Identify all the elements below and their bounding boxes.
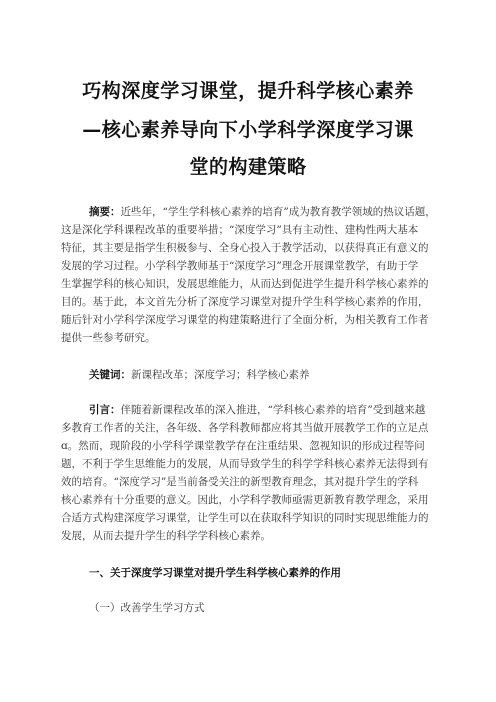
abstract-line-6: 目的。基于此，本文首先分析了深度学习课堂对提升学生科学核心素养的作用， [61, 296, 429, 308]
abstract-line-3: 特征，其主要是指学生积极参与、全身心投入于教学活动，以获得真正有意义的 [61, 242, 429, 254]
intro-line-2: 多教育工作者的关注，各年级、各学科教师都应将其当做开展教学工作的立足点 [61, 422, 429, 434]
section-1-subheading: （一）改善学生学习方式 [89, 602, 205, 614]
title-line-2: —核心素养导向下小学科学深度学习课 [82, 119, 414, 141]
intro-line-7: 合适方式构建深度学习课堂，让学生可以在获取科学知识的同时实现思维能力的 [61, 512, 429, 524]
abstract-label: 摘要： [89, 206, 121, 218]
abstract-line-7: 随后针对小学科学深度学习课堂的构建策略进行了全面分析，为相关教育工作者 [61, 314, 429, 326]
abstract-line-4: 发展的学习过程。小学科学教师基于“深度学习”理念开展课堂教学，有助于学 [61, 260, 419, 272]
keywords-line [89, 368, 310, 382]
abstract-line-2: 这是深化学科课程改革的重要举措；“深度学习”具有主动性、建构性两大基本 [61, 224, 419, 236]
abstract-line-1 [89, 205, 436, 219]
intro-line-1 [89, 403, 425, 417]
abstract-line-8: 提供一些参考研究。 [61, 332, 156, 344]
intro-line-3: ɑ。然而，现阶段的小学科学课堂教学存在注重结果、忽视知识的形成过程等问 [61, 440, 425, 452]
section-1-heading: 一、关于深度学习课堂对提升学生科学核心素养的作用 [89, 567, 341, 579]
title-line-1: 巧构深度学习课堂，提升科学核心素养 [82, 80, 414, 102]
intro-label: 引言： [89, 404, 121, 416]
intro-text: 伴随着新课程改革的深入推进，“学科核心素养的培育”受到越来越 [120, 404, 426, 416]
intro-line-5: 效的培育。“深度学习”是当前备受关注的新型教育理念，其对提升学生的学科 [61, 476, 419, 488]
abstract-line-5: 生掌握学科的核心知识，发展思维能力，从而达到促进学生提升科学核心素养的 [61, 278, 429, 290]
title-line-3: 堂的构建策略 [189, 156, 307, 178]
keywords-label: 关键词： [89, 369, 131, 381]
keywords-text: 新课程改革；深度学习；科学核心素养 [131, 369, 310, 381]
intro-line-8: 发展，从而去提升学生的科学学科核心素养。 [61, 530, 271, 542]
intro-line-4: 题，不利于学生思维能力的发展，从而导致学生的科学学科核心素养无法得到有 [61, 458, 429, 470]
intro-line-6: 核心素养有十分重要的意义。因此，小学科学教师亟需更新教育教学理念，采用 [61, 494, 429, 506]
abstract-text: 近些年，“学生学科核心素养的培育”成为教育教学领域的热议话题， [120, 206, 436, 218]
